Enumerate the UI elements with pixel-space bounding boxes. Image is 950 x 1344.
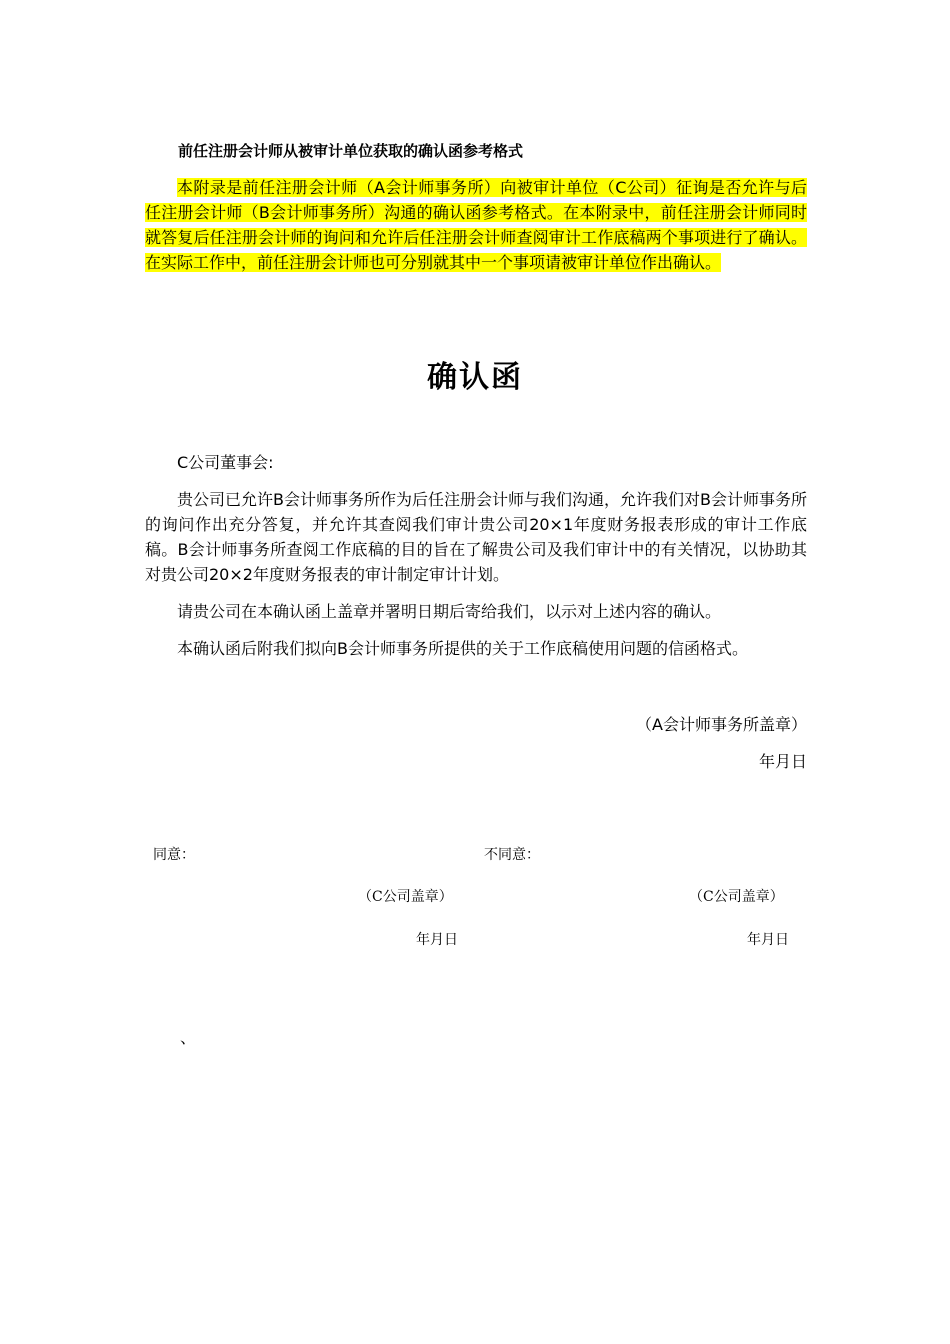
disagree-label: 不同意： <box>484 847 540 863</box>
intro-note-text: 本附录是前任注册会计师（A会计师事务所）向被审计单位（C公司）征询是否允许与后任注册会计师（B会计师事务所）沟通的确认函参考格式。在本附录中，前任注册会计师同时就答复后任注册会计师的询问和允许后任注册会计师查阅审计工作底稿两个事项进行了确认。在实际工作中，前任注册会计师也可分别就其中一个事项请被审计单位作出确认。 <box>145 178 807 272</box>
reference-heading: 前任注册会计师从被审计单位获取的确认函参考格式 <box>178 142 524 160</box>
disagree-stamp: （C公司盖章） <box>689 889 784 905</box>
disagree-date: 年月日 <box>747 932 789 948</box>
salutation: C公司董事会: <box>177 453 274 472</box>
stray-mark: 、 <box>180 1028 197 1047</box>
agree-stamp: （C公司盖章） <box>358 889 453 905</box>
letter-date: 年月日 <box>758 752 807 771</box>
intro-note <box>145 175 807 275</box>
letter-paragraph: 请贵公司在本确认函上盖章并署明日期后寄给我们，以示对上述内容的确认。 <box>177 602 722 621</box>
firm-stamp: （A会计师事务所盖章） <box>636 715 807 734</box>
letter-title: 确认函 <box>427 360 523 395</box>
letter-paragraph: 贵公司已允许B会计师事务所作为后任注册会计师与我们沟通，允许我们对B会计师事务所的询问作出充分答复，并允许其查阅我们审计贵公司20×1年度财务报表形成的审计工作底稿。B会计师事务所查阅工作底稿的目的旨在了解贵公司及我们审计中的有关情况，以协助其对贵公司20×2年度财务报表的审计制定审计计划。 <box>145 490 807 584</box>
agree-date: 年月日 <box>416 932 458 948</box>
letter-paragraph: 本确认函后附我们拟向B会计师事务所提供的关于工作底稿使用问题的信函格式。 <box>177 639 748 658</box>
agree-label: 同意： <box>153 847 195 863</box>
